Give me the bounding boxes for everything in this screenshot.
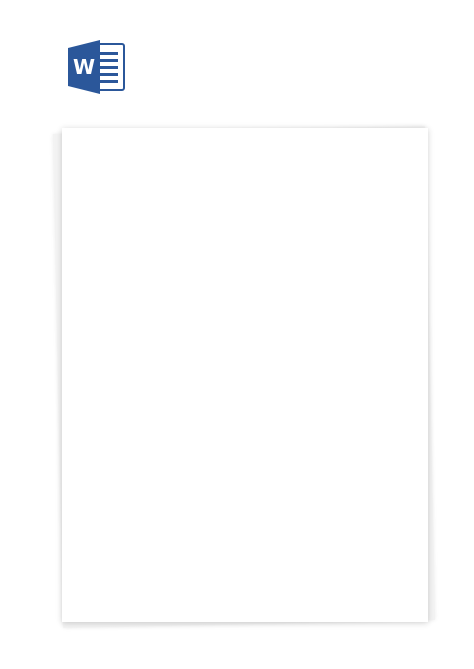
document-page — [62, 128, 428, 622]
header-banner — [0, 0, 474, 120]
document-preview — [54, 126, 434, 626]
svg-text:W: W — [72, 55, 96, 79]
document-body — [122, 196, 370, 200]
microsoft-word-icon — [66, 36, 128, 98]
